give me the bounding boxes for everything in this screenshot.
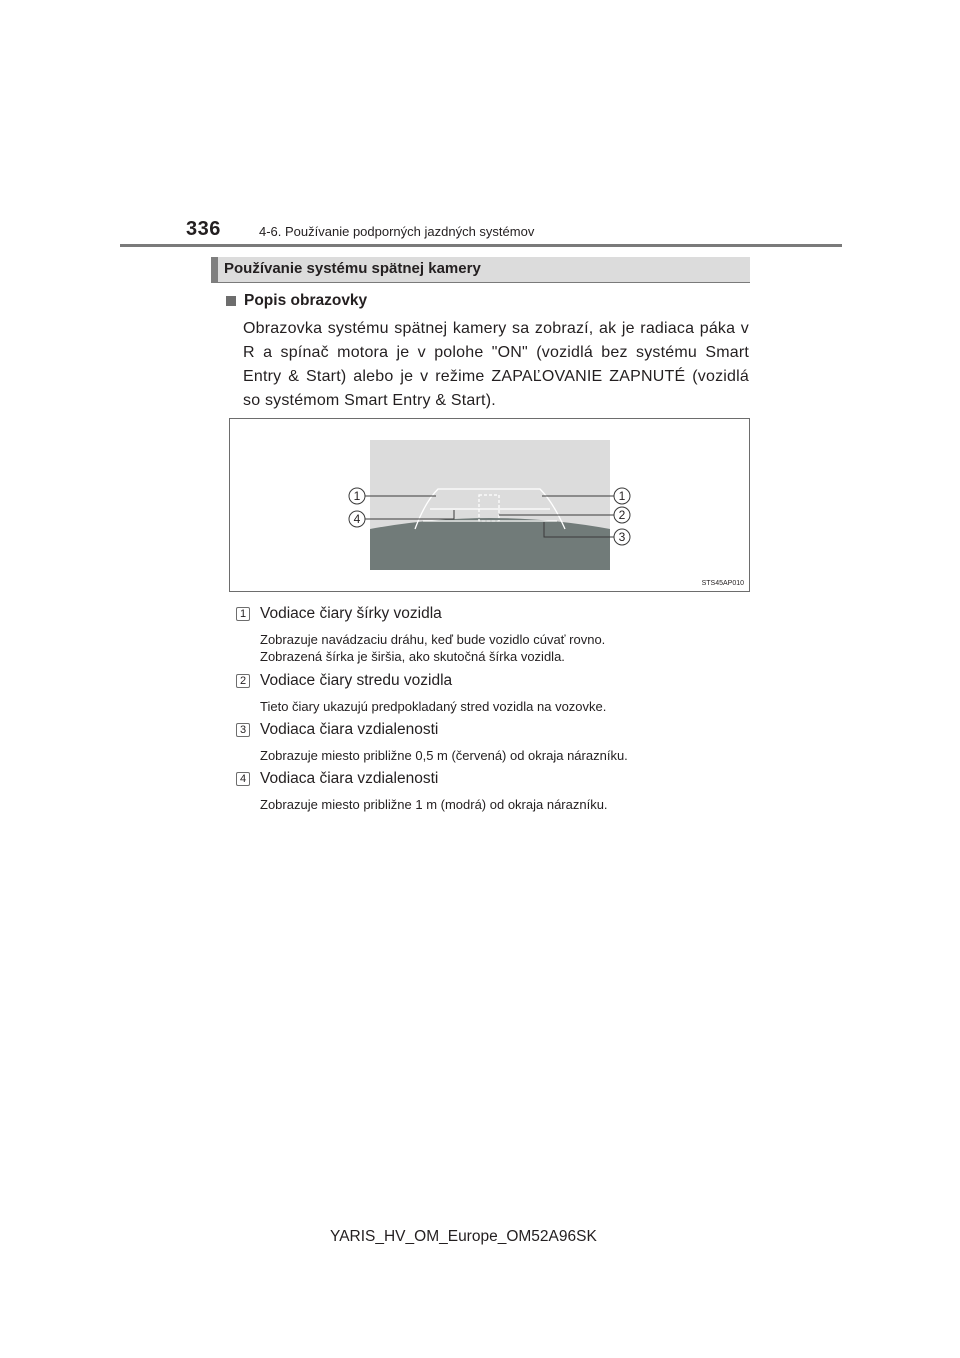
legend-desc-1-line-1: Zobrazuje navádzaciu dráhu, keď bude vozidlo cúvať rovno.: [260, 632, 606, 647]
callout-1-left: 1: [353, 489, 361, 503]
figure-code: STS45AP010: [701, 580, 744, 587]
legend-desc-2-line-1: Tieto čiary ukazujú predpokladaný stred vozidla na vozovke.: [260, 699, 607, 714]
section-title: Používanie systému spätnej kamery: [224, 260, 481, 277]
legend-number-4: 4: [236, 772, 250, 786]
square-bullet-icon: [226, 296, 236, 306]
subsection-heading-text: Popis obrazovky: [244, 292, 368, 309]
camera-screen-figure: [229, 418, 750, 592]
header-rule: [120, 244, 842, 247]
legend-label-4: Vodiaca čiara vzdialenosti: [260, 770, 439, 787]
legend-desc-3-line-1: Zobrazuje miesto približne 0,5 m (červená) od okraja nárazníku.: [260, 748, 628, 763]
legend-label-2: Vodiace čiary stredu vozidla: [260, 672, 453, 689]
callout-2: 2: [618, 508, 626, 522]
legend-number-2: 2: [236, 674, 250, 688]
callout-3: 3: [618, 530, 626, 544]
legend-desc-1: [260, 631, 605, 665]
legend-number-1: 1: [236, 607, 250, 621]
legend-desc-2: [260, 698, 606, 715]
section-header: 4-6. Používanie podporných jazdných systémov: [259, 224, 535, 239]
subsection-heading: [226, 292, 367, 310]
subsection-body: Obrazovka systému spätnej kamery sa zobrazí, ak je radiaca páka v R a spínač motora je v polohe "ON" (vozidlá bez systému Smart Entry & Start) alebo je v režime ZAPAĽOVANIE ZAPNUTÉ (vozidlá so systémom Smart Entry & Start).: [243, 320, 749, 409]
legend-label-1: Vodiace čiary šírky vozidla: [260, 605, 442, 622]
legend-desc-1-line-2: Zobrazená šírka je širšia, ako skutočná šírka vozidla.: [260, 649, 565, 664]
legend-label-3: Vodiaca čiara vzdialenosti: [260, 721, 439, 738]
legend-number-3: 3: [236, 723, 250, 737]
callout-1-right: 1: [618, 489, 626, 503]
document-id-footer: YARIS_HV_OM_Europe_OM52A96SK: [330, 1228, 597, 1245]
callout-4: 4: [353, 512, 361, 526]
camera-screen-illustration: [230, 419, 749, 591]
page-number: 336: [186, 218, 221, 240]
legend-desc-4: [260, 796, 608, 813]
legend-desc-3: [260, 747, 628, 764]
camera-display-ground: [370, 518, 610, 570]
legend-desc-4-line-1: Zobrazuje miesto približne 1 m (modrá) od okraja nárazníku.: [260, 797, 608, 812]
